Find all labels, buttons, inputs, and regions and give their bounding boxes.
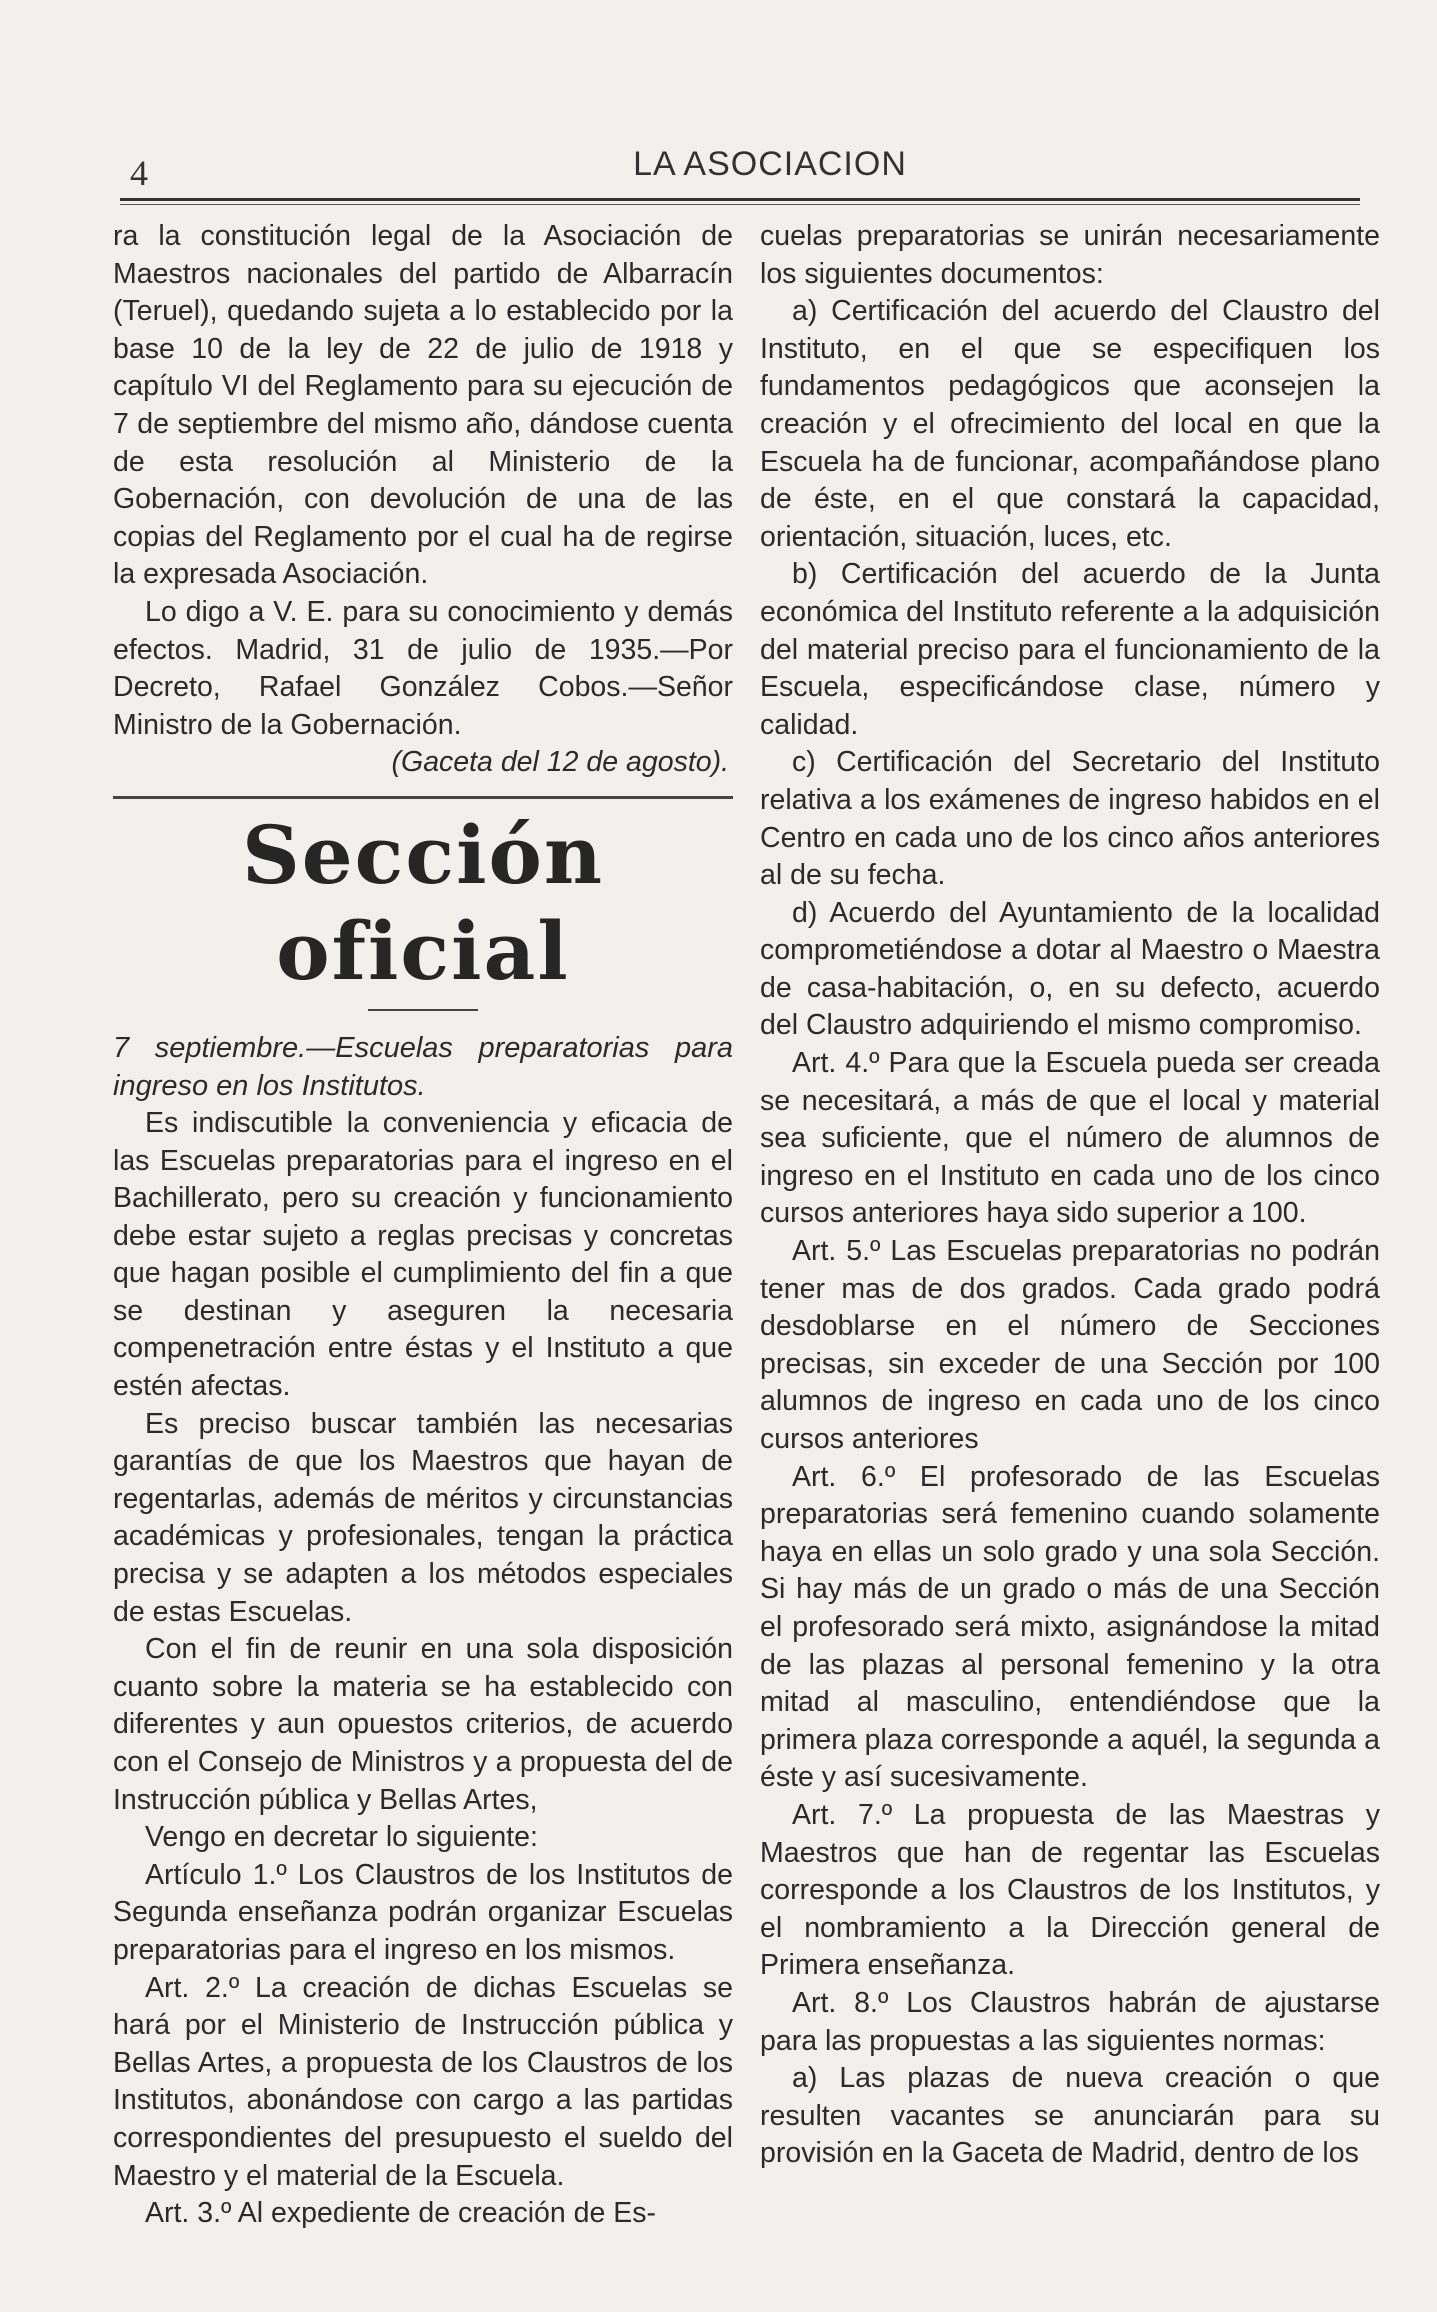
paragraph: Es indiscutible la conveniencia y eficacia de las Escuelas preparatorias para el ingreso en el Bachillerato, pero su creación y funcionamiento debe estar sujeto a reglas precisas y concretas que hagan posible el cumplimiento del fin a que se destinan y aseguren la necesaria compenetración entre éstas y el Instituto a que estén afectas. xyxy=(113,1106,733,1403)
article-paragraph: Art. 6.º El profesorado de las Escuelas preparatorias será femenino cuando solamente haya en ellas un solo grado y una sola Sección. Si hay más de un grado o más de una Sección el profesorado será mixto, asignándose la mitad de las plazas al personal femenino y la otra mitad al masculino, entendiéndose que la primera plaza corresponde a aquél, la segunda a éste y así sucesivamente. xyxy=(760,1460,1380,1794)
paragraph: Es preciso buscar también las necesarias garantías de que los Maestros que hayan de regentarlas, además de méritos y circunstancias académicas y profesionales, tengan la práctica precisa y se adapten a los métodos especiales de estas Escuelas. xyxy=(113,1407,733,1628)
journal-title: LA ASOCIACION xyxy=(633,145,907,183)
article-paragraph: Art. 5.º Las Escuelas preparatorias no podrán tener mas de dos grados. Cada grado podrá desdoblarse en el número de Secciones precisas, sin exceder de una Sección por 100 alumnos de ingreso en cada uno de los cinco cursos anteriores xyxy=(760,1235,1380,1455)
intro-paragraph: ra la constitución legal de la Asociación de Maestros nacionales del partido de Albarracín (Teruel), quedando sujeta a lo establecido por la base 10 de la ley de 22 de julio de 1918 y capítulo VI del Reglamento para su ejecución de 7 de septiembre del mismo año, dándose cuenta de esta resolución al Ministerio de la Gobernación, con devolución de una de las copias del Reglamento por el cual ha de regirse la expresada Asociación. xyxy=(113,220,733,591)
list-item: b) Certificación del acuerdo de la Junta económica del Instituto referente a la adquisición del material preciso para el funcionamiento de la Escuela, especificándose clase, número y calidad. xyxy=(760,558,1380,741)
article-paragraph: Art. 7.º La propuesta de las Maestras y Maestros que han de regentar las Escuelas corresponde a los Claustros de los Institutos, y el nombramiento a la Dirección general de Primera enseñanza. xyxy=(760,1798,1380,1982)
article-paragraph: Art. 8.º Los Claustros habrán de ajustarse para las propuestas a las siguientes normas: xyxy=(760,1986,1380,2057)
article-paragraph: Art. 4.º Para que la Escuela pueda ser creada se necesitará, a más de que el local y material sea suficiente, que el número de alumnos de ingreso en el Instituto en cada uno de los cinco cursos anteriores haya sido superior a 100. xyxy=(760,1047,1380,1230)
closing-paragraph: Lo digo a V. E. para su conocimiento y demás efectos. Madrid, 31 de julio de 1935.—Por Decreto, Rafael González Cobos.—Señor Ministro de la Gobernación. xyxy=(113,595,733,741)
left-column xyxy=(113,218,733,2233)
paragraph: cuelas preparatorias se unirán necesariamente los siguientes documentos: xyxy=(760,220,1380,290)
article-paragraph: Art. 2.º La creación de dichas Escuelas se hará por el Ministerio de Instrucción pública y Bellas Artes, a propuesta de los Claustros de los Institutos, abonándose con cargo a las partidas correspondientes del presupuesto el sueldo del Maestro y el material de la Escuela. xyxy=(113,1971,733,2192)
decree-heading: 7 septiembre.—Escuelas preparatorias para ingreso en los Institutos. xyxy=(113,1031,733,1102)
list-item: a) Las plazas de nueva creación o que resulten vacantes se anunciarán para su provisión en la Gaceta de Madrid, dentro de los xyxy=(760,2062,1380,2170)
right-column xyxy=(760,218,1380,2173)
section-title: Sección oficial xyxy=(241,807,604,998)
title-underline xyxy=(368,1009,478,1011)
paragraph: Con el fin de reunir en una sola disposición cuanto sobre la materia se ha establecido con diferentes y aun opuestos criterios, de acuerdo con el Consejo de Ministros y a propuesta del de Instrucción pública y Bellas Artes, xyxy=(113,1633,733,1816)
list-item: c) Certificación del Secretario del Instituto relativa a los exámenes de ingreso habidos en el Centro en cada uno de los cinco años anteriores al de su fecha. xyxy=(760,746,1380,892)
source-note: (Gaceta del 12 de agosto). xyxy=(391,746,729,779)
article-paragraph: Art. 3.º Al expediente de creación de Es- xyxy=(145,2197,657,2230)
paragraph: Vengo en decretar lo siguiente: xyxy=(145,1821,538,1854)
section-divider xyxy=(113,796,733,799)
article-paragraph: Artículo 1.º Los Claustros de los Institutos de Segunda enseñanza podrán organizar Escuelas preparatorias para el ingreso en los mismos. xyxy=(113,1858,733,1966)
list-item: a) Certificación del acuerdo del Claustro del Instituto, en el que se especifiquen los fundamentos pedagógicos que aconsejen la creación y el ofrecimiento del local en que la Escuela ha de funcionar, acompañándose plano de éste, en el que constará la capacidad, orientación, situación, luces, etc. xyxy=(760,295,1380,553)
header-rule xyxy=(120,198,1360,205)
list-item: d) Acuerdo del Ayuntamiento de la localidad comprometiéndose a dotar al Maestro o Maestra de casa-habitación, o, en su defecto, acuerdo del Claustro adquiriendo el mismo compromiso. xyxy=(760,896,1380,1042)
page-number: 4 xyxy=(130,153,148,193)
